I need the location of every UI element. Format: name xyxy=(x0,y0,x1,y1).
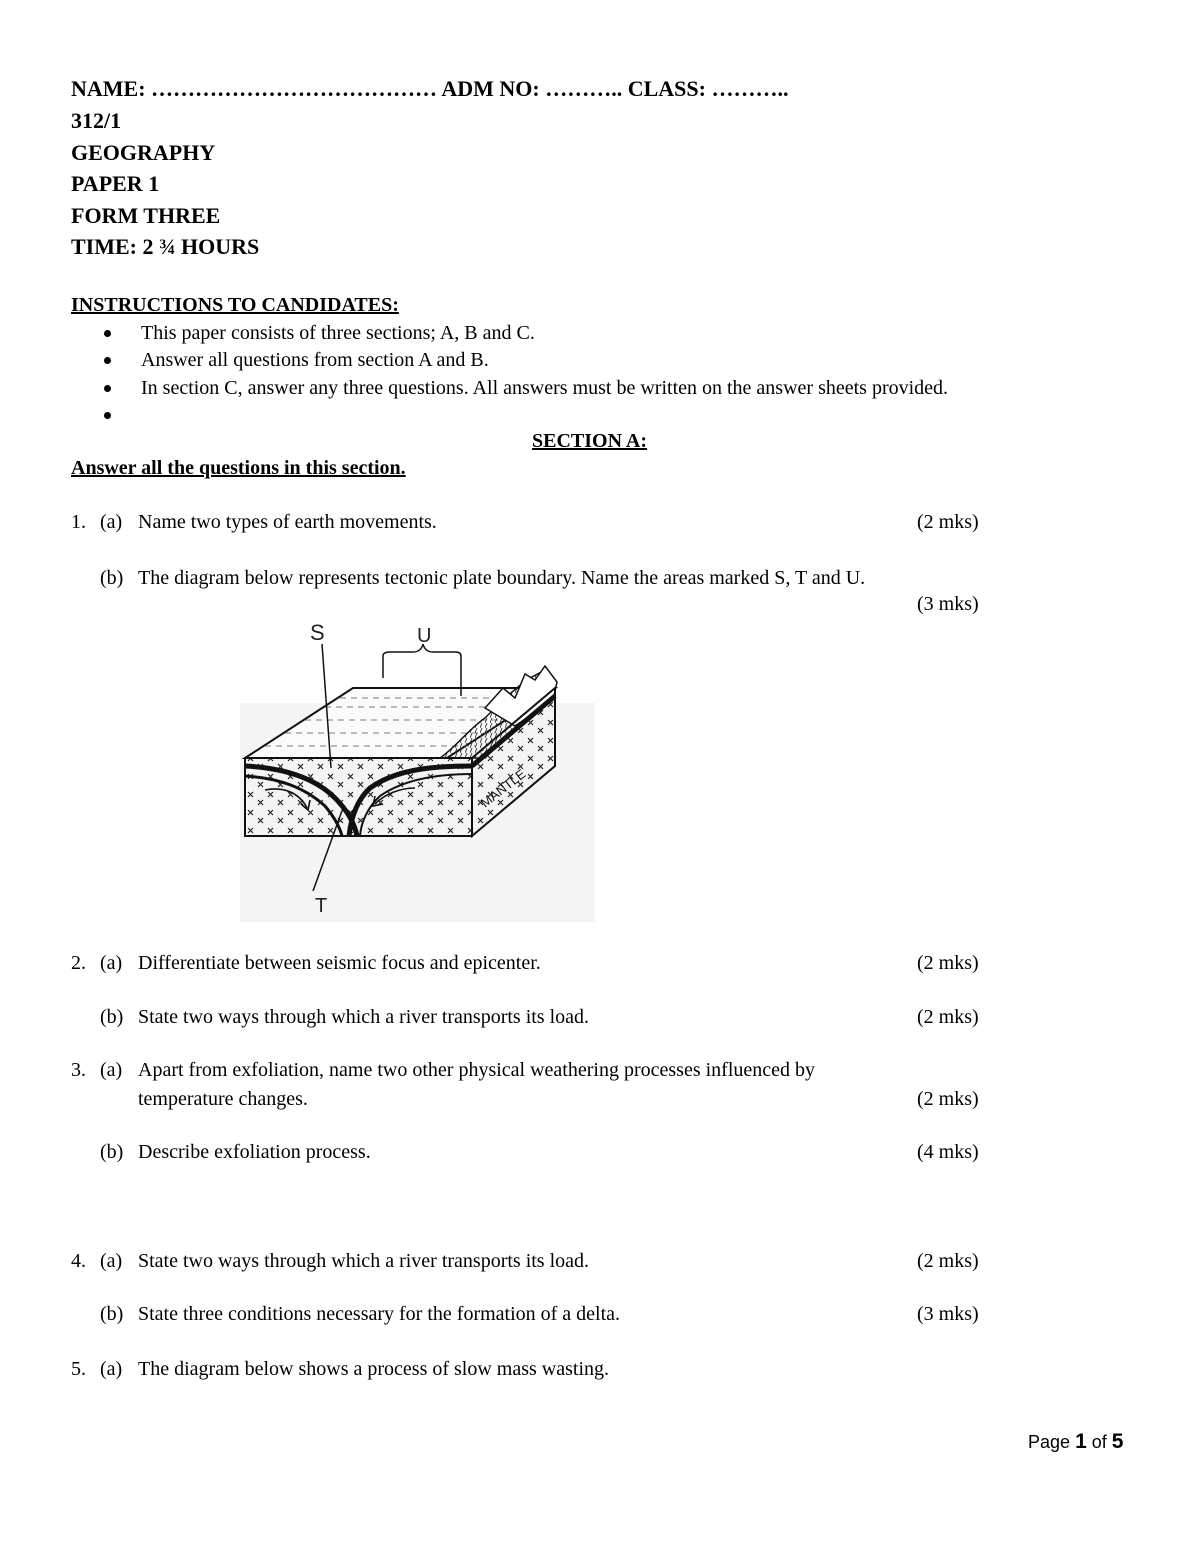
part-label: (b) xyxy=(100,1141,124,1163)
part-label: (b) xyxy=(100,567,124,589)
marks-label: (2 mks) xyxy=(917,1088,979,1110)
time-allowed: TIME: 2 ¾ HOURS xyxy=(71,234,260,259)
page-total: 5 xyxy=(1111,1430,1124,1453)
page-number: 1 xyxy=(1075,1430,1087,1453)
page-word: Page xyxy=(1028,1432,1071,1452)
question-text: Name two types of earth movements. xyxy=(138,511,437,533)
question-number: 2. xyxy=(71,952,86,974)
question-text: Differentiate between seismic focus and epicenter. xyxy=(138,952,541,974)
part-label: (a) xyxy=(100,1358,123,1380)
question-text: State two ways through which a river transports its load. xyxy=(138,1006,590,1028)
label-s: S xyxy=(310,620,325,645)
label-u: U xyxy=(417,625,432,647)
part-label: (a) xyxy=(100,952,123,974)
instruction-text: In section C, answer any three questions. All answers must be written on the answer sheets provided. xyxy=(141,377,949,399)
bullet-icon xyxy=(104,385,111,392)
question-number: 1. xyxy=(71,511,86,533)
instruction-text: This paper consists of three sections; A, B and C. xyxy=(141,322,535,344)
question-text: State two ways through which a river transports its load. xyxy=(138,1250,590,1272)
label-mantle: MANTLE xyxy=(477,766,529,811)
instruction-text: Answer all questions from section A and B. xyxy=(141,349,489,371)
bullet-icon xyxy=(104,412,111,419)
of-word: of xyxy=(1091,1432,1107,1452)
question-number: 5. xyxy=(71,1358,86,1380)
name-adm-class-line: NAME: ………………………………… ADM NO: ……….. CLASS: ……….. xyxy=(71,76,789,101)
plate-boundary-diagram xyxy=(185,608,595,922)
section-title: SECTION A: xyxy=(532,430,648,452)
question-text: The diagram below shows a process of slow mass wasting. xyxy=(138,1358,610,1380)
part-label: (a) xyxy=(100,1059,123,1081)
page-footer xyxy=(1028,1430,1123,1454)
subject-title: GEOGRAPHY xyxy=(71,140,216,165)
marks-label: (3 mks) xyxy=(917,593,979,615)
question-text: Describe exfoliation process. xyxy=(138,1141,371,1163)
marks-label: (2 mks) xyxy=(917,952,979,974)
question-text: State three conditions necessary for the formation of a delta. xyxy=(138,1303,621,1325)
paper-code: 312/1 xyxy=(71,108,122,133)
question-text: temperature changes. xyxy=(138,1088,308,1110)
part-label: (b) xyxy=(100,1006,124,1028)
question-text: Apart from exfoliation, name two other physical weathering processes influenced by xyxy=(138,1059,816,1081)
part-label: (a) xyxy=(100,1250,123,1272)
question-text: The diagram below represents tectonic plate boundary. Name the areas marked S, T and U. xyxy=(138,567,866,589)
marks-label: (2 mks) xyxy=(917,1250,979,1272)
paper-number: PAPER 1 xyxy=(71,171,160,196)
marks-label: (2 mks) xyxy=(917,511,979,533)
bullet-icon xyxy=(104,357,111,364)
label-t: T xyxy=(315,895,328,917)
form-level: FORM THREE xyxy=(71,203,221,228)
marks-label: (3 mks) xyxy=(917,1303,979,1325)
part-label: (b) xyxy=(100,1303,124,1325)
question-number: 3. xyxy=(71,1059,86,1081)
question-number: 4. xyxy=(71,1250,86,1272)
instructions-title: INSTRUCTIONS TO CANDIDATES: xyxy=(71,294,399,316)
section-instruction: Answer all the questions in this section. xyxy=(71,457,406,479)
bullet-icon xyxy=(104,330,111,337)
marks-label: (4 mks) xyxy=(917,1141,979,1163)
part-label: (a) xyxy=(100,511,123,533)
marks-label: (2 mks) xyxy=(917,1006,979,1028)
